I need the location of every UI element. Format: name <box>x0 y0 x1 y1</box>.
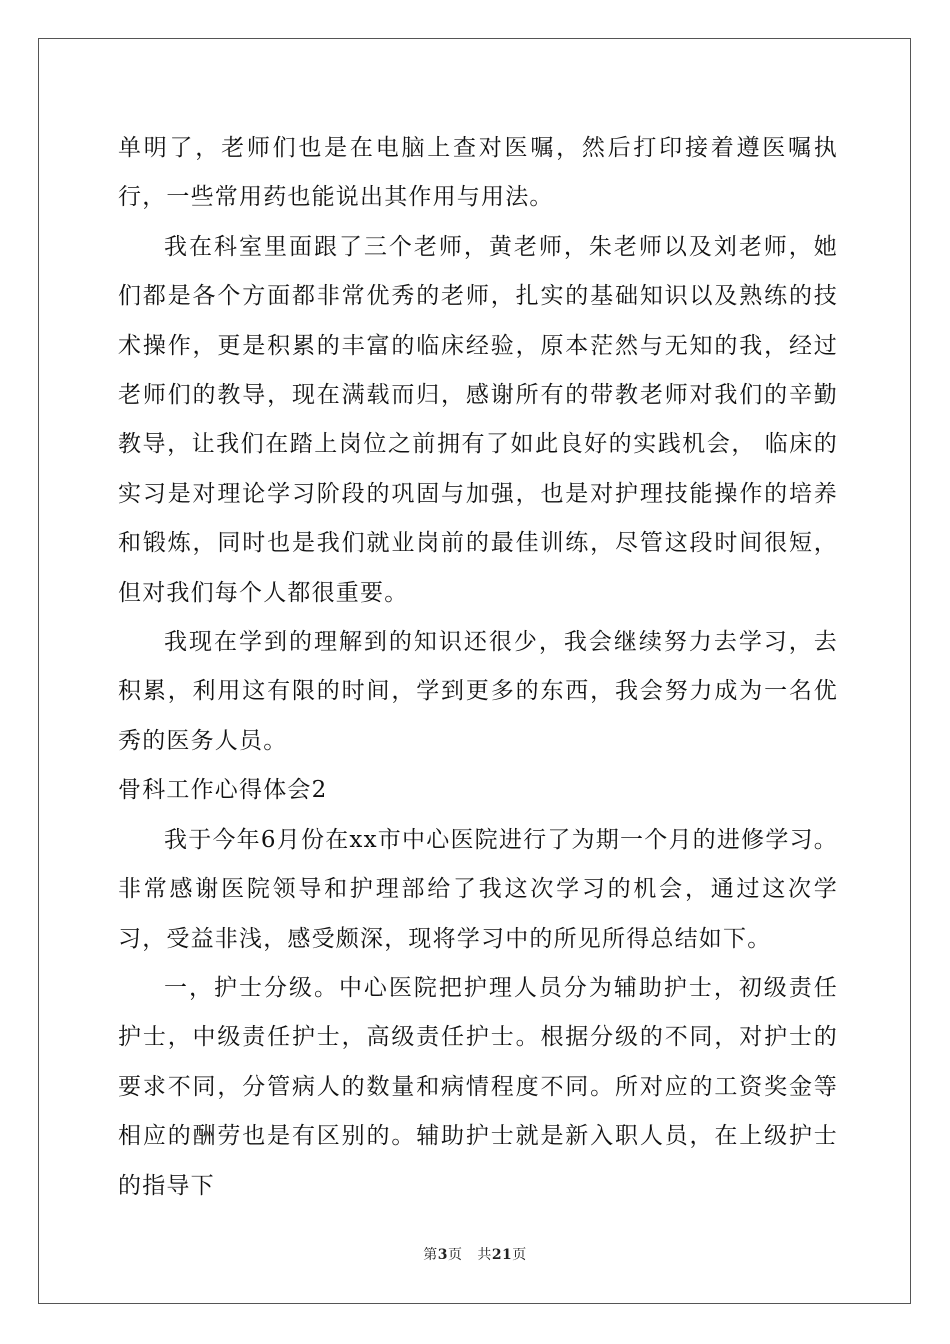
footer-total-prefix: 共 <box>477 1247 492 1263</box>
paragraph-3: 我现在学到的理解到的知识还很少，我会继续努力去学习，去积累，利用这有限的时间，学到更多的东西，我会努力成为一名优秀的医务人员。 <box>118 629 838 754</box>
footer-page-word: 页 <box>447 1247 463 1263</box>
page-footer <box>0 1244 950 1264</box>
paragraph-1: 单明了，老师们也是在电脑上查对医嘱，然后打印接着遵医嘱执行，一些常用药也能说出其作用与用法。 <box>118 135 838 211</box>
document-body <box>118 124 838 1211</box>
paragraph-5: 一，护士分级。中心医院把护理人员分为辅助护士，初级责任护士，中级责任护士，高级责任护士。根据分级的不同，对护士的要求不同，分管病人的数量和病情程度不同。所对应的工资奖金等相应的酬劳也是有区别的。辅助护士就是新入职人员，在上级护士的指导下 <box>118 974 838 1199</box>
paragraph-2: 我在科室里面跟了三个老师，黄老师，朱老师以及刘老师，她们都是各个方面都非常优秀的老师，扎实的基础知识以及熟练的技术操作，更是积累的丰富的临床经验，原本茫然与无知的我，经过老师们的教导，现在满载而归，感谢所有的带教老师对我们的辛勤教导，让我们在踏上岗位之前拥有了如此良好的实践机会， 临床的实习是对理论学习阶段的巩固与加强，也是对护理技能操作的培养和锻炼，同时也是我们就业岗前的最佳训练，尽管这段时间很短，但对我们每个人都很重要。 <box>118 233 838 606</box>
footer-current-page: 3 <box>437 1247 448 1263</box>
footer-total-pages: 21 <box>491 1247 513 1263</box>
footer-total-suffix: 页 <box>512 1247 527 1263</box>
footer-prefix: 第 <box>423 1247 438 1263</box>
section-heading: 骨科工作心得体会2 <box>118 777 328 804</box>
paragraph-4: 我于今年6月份在xx市中心医院进行了为期一个月的进修学习。非常感谢医院领导和护理部给了我这次学习的机会，通过这次学习，受益非浅，感受颇深，现将学习中的所见所得总结如下。 <box>118 826 838 952</box>
